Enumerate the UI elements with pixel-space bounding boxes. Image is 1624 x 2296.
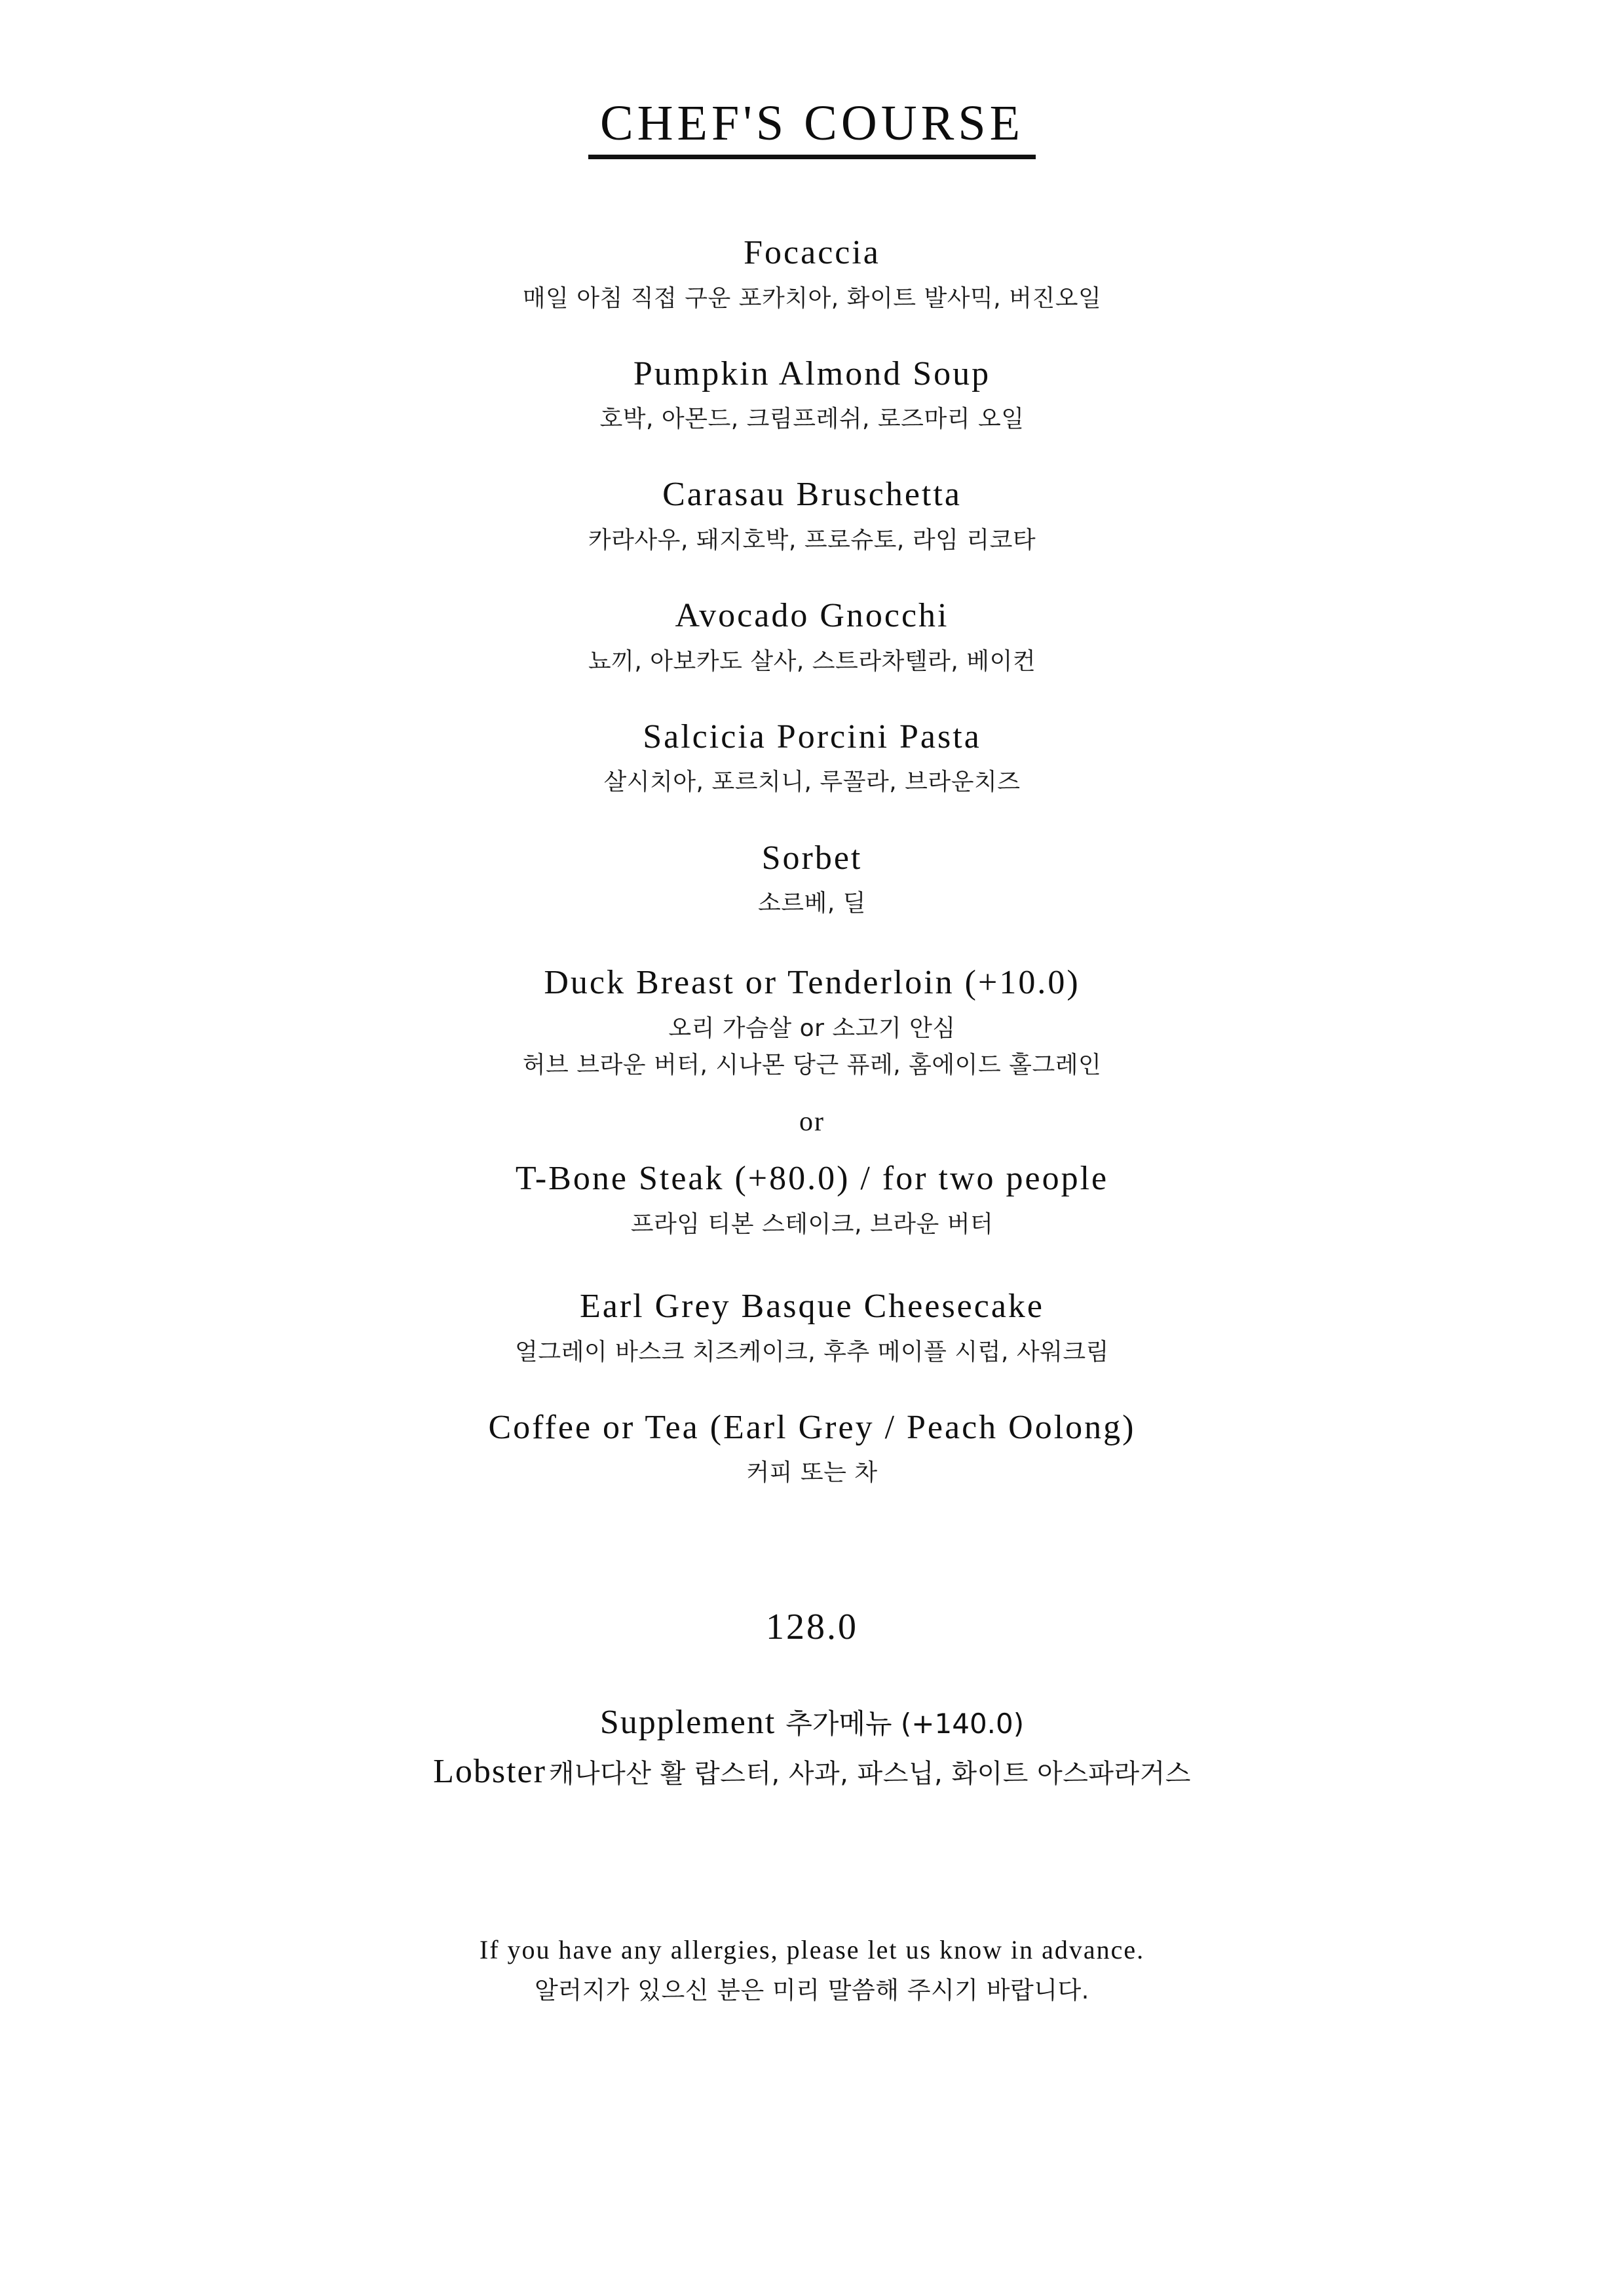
supplement-label-kr: 추가메뉴 (+140.0) [785,1707,1025,1740]
course-desc-kr: 커피 또는 차 [746,1459,878,1487]
course-item-beverage [0,1406,1624,1491]
course-name-en: Pumpkin Almond Soup [633,354,991,392]
course-name-en: Salcicia Porcini Pasta [643,718,981,756]
course-desc-kr-primary: 오리 가슴살 or 소고기 안심 [668,1014,956,1042]
course-name-en: Earl Grey Basque Cheesecake [579,1288,1045,1326]
course-item-focaccia [0,231,1624,316]
course-name-en: Coffee or Tea (Earl Grey / Peach Oolong) [488,1408,1136,1446]
supplement-label-en: Supplement [599,1703,776,1741]
course-name-en: Focaccia [744,234,880,271]
course-item-main-option-b [0,1157,1624,1242]
course-item-main-option-a [0,961,1624,1082]
allergy-notice [0,1934,1624,2006]
course-desc-kr: 얼그레이 바스크 치즈케이크, 후추 메이플 시럽, 사워크림 [515,1338,1109,1366]
course-name-en: Carasau Bruschetta [662,476,962,514]
course-item-avocado-gnocchi [0,594,1624,679]
supplement-section [0,1700,1624,1794]
page-title-container [0,0,1624,159]
course-name-en: T-Bone Steak (+80.0) / for two people [515,1160,1109,1198]
allergy-notice-en: If you have any allergies, please let us know in advance. [479,1934,1145,1964]
course-desc-kr: 매일 아침 직접 구운 포카치아, 화이트 발사믹, 버진오일 [522,284,1102,312]
course-item-carasau-bruschetta [0,473,1624,558]
course-name-en: Duck Breast or Tenderloin (+10.0) [544,964,1080,1002]
course-name-en: Avocado Gnocchi [675,597,949,635]
allergy-notice-kr: 알러지가 있으신 분은 미리 말씀해 주시기 바랍니다. [535,1976,1089,2004]
course-desc-kr: 살시치아, 포르치니, 루꼴라, 브라운치즈 [603,769,1021,796]
main-choice-separator: or [799,1107,825,1138]
course-list [0,231,1624,1491]
course-desc-kr: 소르베, 딜 [758,890,866,917]
course-item-sorbet [0,837,1624,921]
course-desc-kr: 뇨끼, 아보카도 살사, 스트라차텔라, 베이컨 [588,647,1036,675]
course-price: 128.0 [766,1606,858,1647]
course-desc-kr: 카라사우, 돼지호박, 프로슈토, 라임 리코타 [588,527,1036,554]
course-desc-kr-secondary: 허브 브라운 버터, 시나몬 당근 퓨레, 홈에이드 홀그레인 [522,1052,1102,1079]
course-name-en: Sorbet [761,839,863,877]
page-title: CHEF'S COURSE [588,98,1036,159]
supplement-item-kr: 캐나다산 활 랍스터, 사과, 파스닙, 화이트 아스파라거스 [548,1759,1191,1789]
course-desc-kr: 프라임 티본 스테이크, 브라운 버터 [630,1210,994,1238]
supplement-heading [0,1700,1624,1745]
course-item-pumpkin-almond-soup [0,353,1624,437]
course-item-dessert [0,1285,1624,1369]
course-desc-kr: 호박, 아몬드, 크림프레쉬, 로즈마리 오일 [599,406,1025,433]
supplement-item [0,1750,1624,1794]
supplement-item-en: Lobster [433,1753,546,1791]
course-item-salcicia-porcini-pasta [0,716,1624,800]
